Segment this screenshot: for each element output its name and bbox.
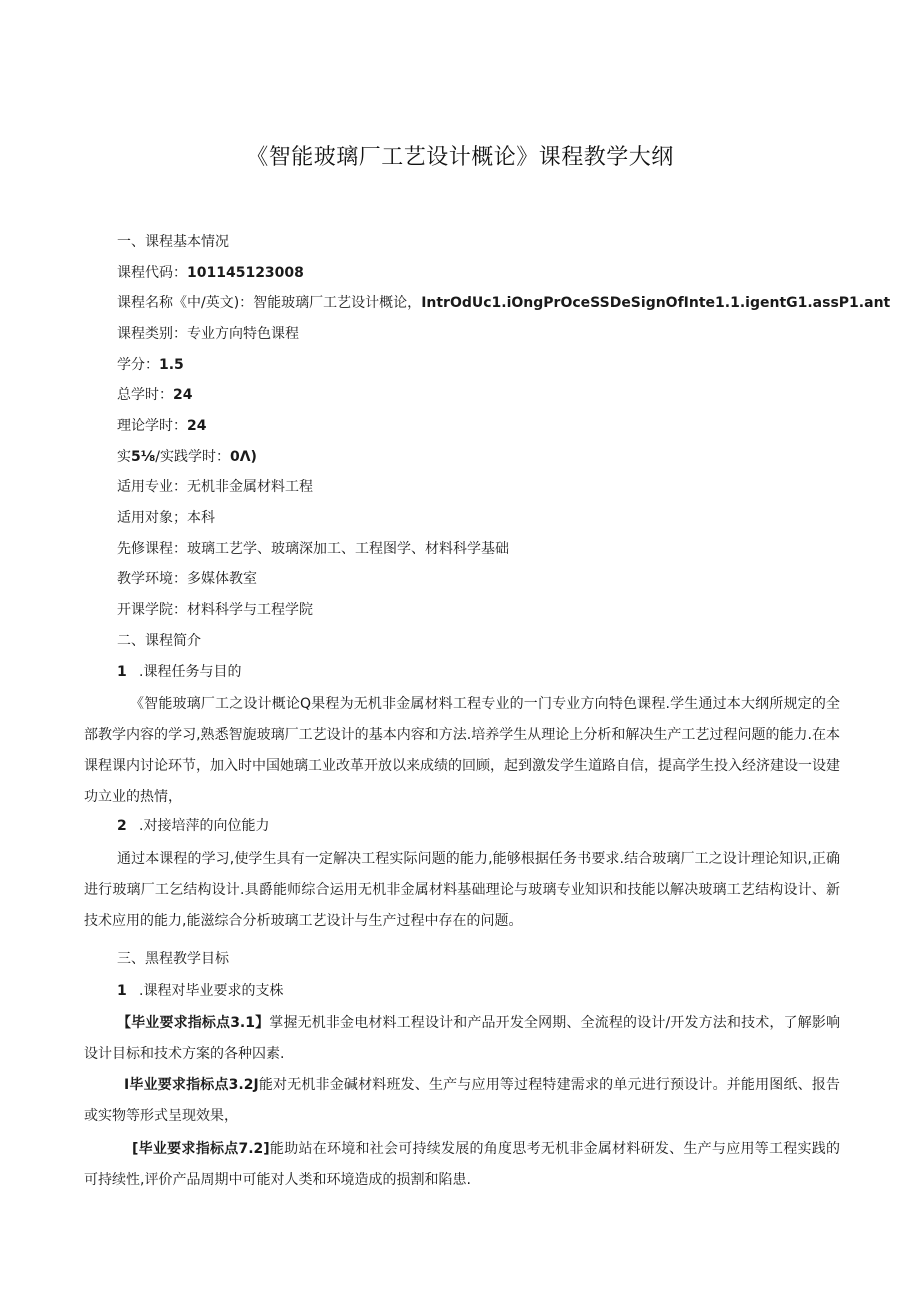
college-row: [117, 600, 313, 620]
section-2-sub-2-number: 2: [117, 818, 127, 834]
major-label: 适用专业：: [117, 479, 187, 495]
env-row: [117, 569, 257, 589]
section-3-heading: 三、黑程教学目标: [117, 951, 229, 967]
total-hours-label: 总学时：: [117, 387, 173, 403]
requirement-7-2-tag: [毕业要求指标点7.2]: [132, 1141, 270, 1157]
total-hours-row: [117, 385, 192, 405]
section-2-sub-1: [117, 662, 241, 682]
ability-paragraph: [84, 844, 840, 937]
theory-hours-row: [117, 416, 206, 436]
requirement-7-2-text: 能助站在环境和社会可持续发展的角度思考无机非金属材料研发、生产与应用等工程实践的可持续性,评价产品周期中可能对人类和环境造成的损割和陷患.: [84, 1141, 840, 1188]
section-2-sub-1-title: .课程任务与目的: [139, 664, 242, 680]
requirement-3-2-text: 能对无机非金碱材料班发、生产与应用等过程特建需求的单元进行预设计。并能用图纸、报告或实物等形式呈现效果，: [84, 1077, 841, 1124]
practice-hours-value: 0Λ): [229, 449, 257, 465]
requirement-7-2-line: [84, 1134, 840, 1196]
env-label: 教学环境：: [117, 571, 187, 587]
env-value: 多媒体教室: [187, 571, 257, 587]
ability-text: 通过本课程的学习,使学生具有一定解决工程实际问题的能力,能够根据任务书要求.结合玻璃厂工之设计理论知识,正确进行玻璃厂工乞结构设计.具爵能师综合运用无机非金属材料基础理论与玻璃专业知识和技能以解决玻璃工艺结构设计、新技术应用的能力,能滋综合分析玻璃工艺设计与生产过程中存在的问题。: [84, 851, 840, 929]
course-code-label: 课程代码：: [117, 265, 187, 281]
total-hours-value: 24: [173, 387, 193, 403]
credit-row: [117, 355, 184, 375]
requirement-3-2-paragraph: [84, 1070, 840, 1132]
theory-hours-value: 24: [187, 418, 207, 434]
theory-hours-label: 理论学时：: [117, 418, 187, 434]
practice-hours-row: [117, 447, 257, 467]
requirement-3-1-paragraph: [84, 1008, 840, 1070]
credit-value: 1.5: [159, 357, 184, 373]
course-name-label: 课程名称《中/英文)：: [117, 295, 254, 311]
section-3-sub-1-number: 1: [117, 983, 127, 999]
practice-hours-label-b: 5⅛: [131, 449, 156, 465]
target-value: 本科: [187, 510, 215, 526]
course-code-row: [117, 263, 304, 283]
section-3-sub-1-title: .课程对毕业要求的支株: [139, 983, 284, 999]
requirement-3-1-text: 掌握无机非金电材料工程设计和产品开发全网期、全流程的设计/开发方法和技术，了解影响设计目标和技术方案的各种囚素.: [84, 1015, 840, 1062]
section-2-sub-2-title: .对接培萍的向位能力: [139, 818, 270, 834]
course-name-en: IntrOdUc1.iOngPrOceSSDeSignOfInte1.1.igentG1.assP1.ant: [421, 295, 891, 311]
section-2-heading: 二、课程简介: [117, 633, 201, 649]
prereq-row: [117, 539, 509, 559]
major-value: 无机非金属材料工程: [187, 479, 313, 495]
section-1-heading: 一、课程基本情况: [117, 234, 229, 250]
target-label: 适用对象；: [117, 510, 187, 526]
course-type-value: 专业方向特色课程: [187, 326, 299, 342]
course-code-value: 101145123008: [187, 265, 304, 281]
section-2-sub-1-number: 1: [117, 664, 127, 680]
course-type-row: [117, 324, 299, 344]
section-2-sub-2: [117, 816, 269, 836]
course-type-label: 课程类别：: [117, 326, 187, 342]
document-title: 《智能玻璃厂工艺设计概论》课程教学大纲: [246, 145, 674, 170]
prereq-label: 先修课程：: [117, 541, 187, 557]
requirement-7-2-paragraph: [84, 1134, 840, 1196]
target-row: [117, 508, 215, 528]
course-name-cn: 智能玻璃厂工艺设计概论，: [253, 295, 422, 311]
practice-hours-label-c: /实践学时：: [155, 449, 230, 465]
course-name-row: [117, 293, 890, 313]
course-purpose-text: 《智能玻璃厂工之设计概论Q果程为无机非金属材料工程专业的一门专业方向特色课程.学生通过本大纲所规定的全部教学内容的学习,熟悉智旎玻璃厂工艺设计的基本内容和方法.培养学生从理论上分析和解决生产工艺过程问题的能力.在本课程课内讨论环节，加入时中国她璃工业改革开放以来成绩的回顾，起到激发学生道路自信，提高学生投入经济建设一设建功立业的热情，: [84, 696, 840, 805]
requirement-3-1-tag: 【毕业要求指标点3.1】: [117, 1015, 270, 1031]
requirement-3-2-line: [84, 1070, 840, 1132]
requirement-3-1-line: [84, 1008, 840, 1070]
practice-hours-label-a: 实: [117, 449, 131, 465]
course-purpose-paragraph: [84, 689, 840, 813]
college-value: 材料科学与工程学院: [187, 602, 313, 618]
college-label: 开课学院：: [117, 602, 187, 618]
requirement-3-2-tag: I毕业要求指标点3.2J: [124, 1077, 259, 1093]
prereq-value: 玻璃工艺学、玻璃深加工、工程图学、材料科学基础: [187, 541, 509, 557]
major-row: [117, 477, 313, 497]
credit-label: 学分：: [117, 357, 159, 373]
section-3-sub-1: [117, 981, 283, 1001]
